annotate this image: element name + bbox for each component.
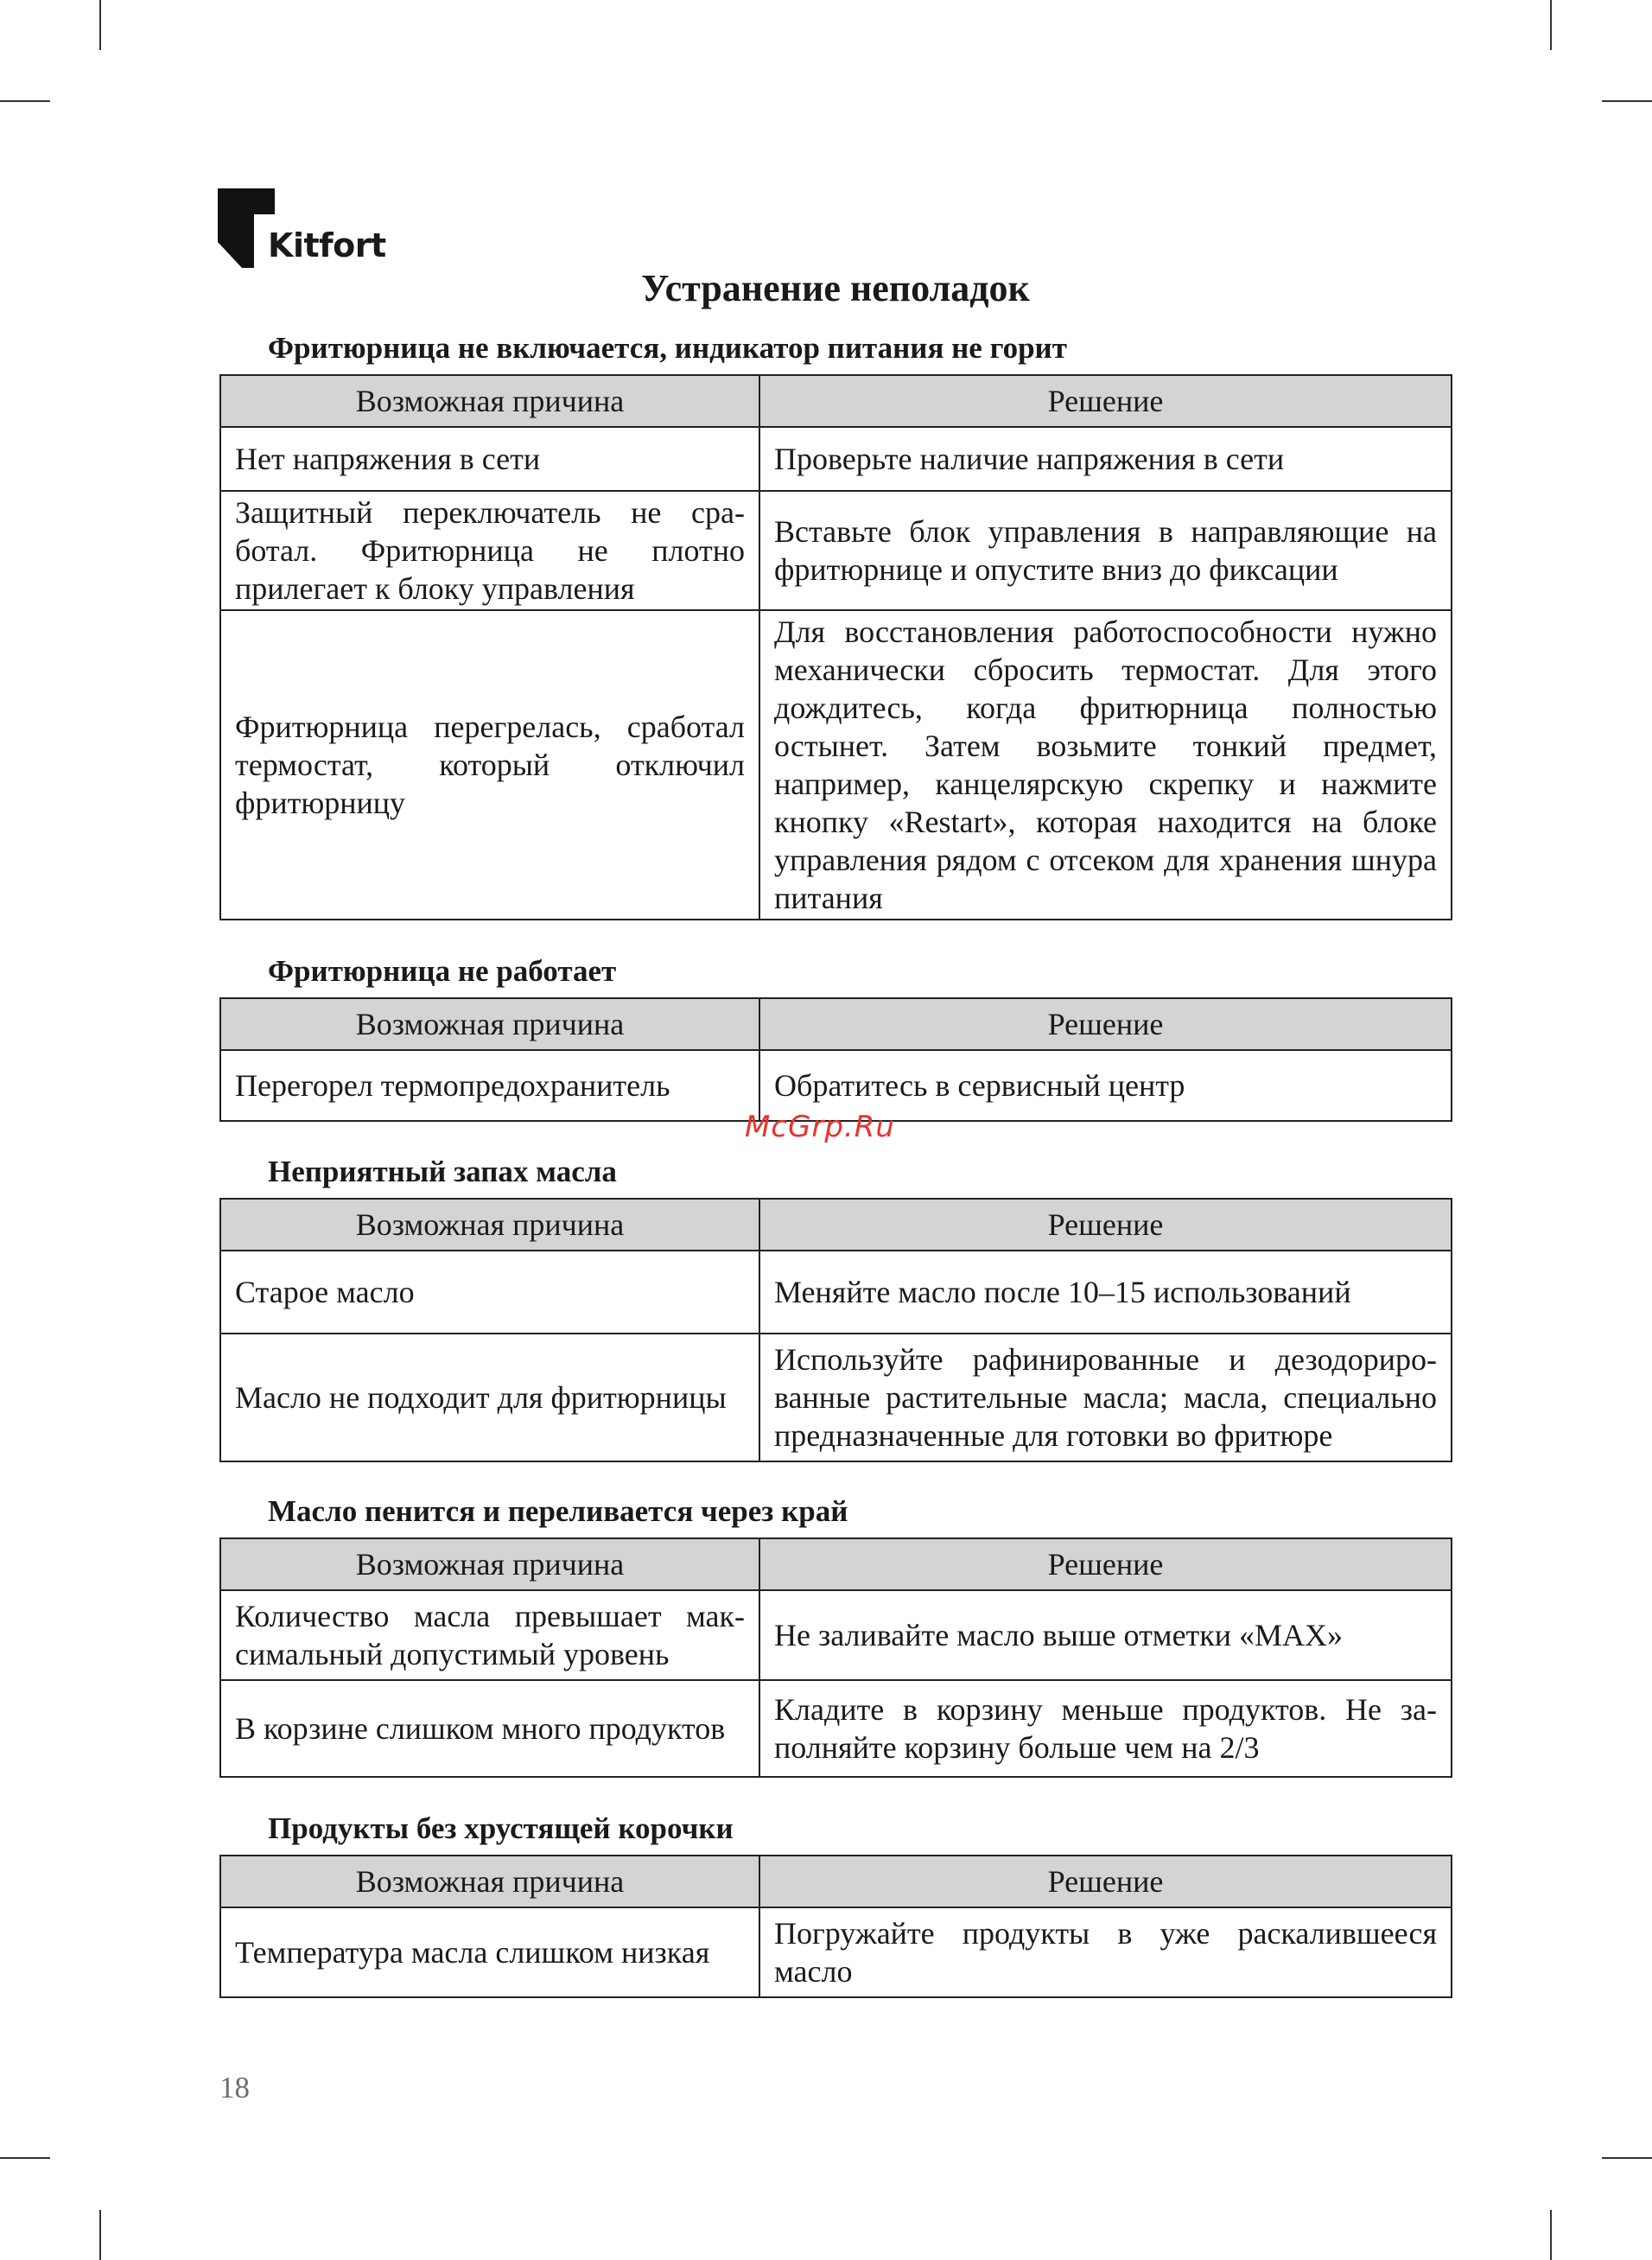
troubleshooting-table xyxy=(219,997,1452,1122)
column-header-solution: Решение xyxy=(759,1199,1452,1251)
cause-cell: Количество масла превышает максимальный допустимый уровень xyxy=(220,1590,759,1680)
cause-cell: Защитный переключатель не сработал. Фритюрница не плотно прилегает к блоку управления xyxy=(220,491,759,610)
table-header-row xyxy=(220,1199,1452,1251)
section-title: Неприятный запах масла xyxy=(268,1155,617,1188)
troubleshooting-table xyxy=(219,1537,1452,1778)
cause-cell: Масло не подходит для фритюрницы xyxy=(220,1334,759,1461)
column-header-cause: Возможная причина xyxy=(220,1856,759,1907)
column-header-cause: Возможная причина xyxy=(220,998,759,1050)
section-title: Масло пенится и переливается через край xyxy=(268,1494,848,1528)
column-header-solution: Решение xyxy=(759,1538,1452,1590)
solution-cell: Обратитесь в сервисный центр xyxy=(759,1050,1452,1121)
table-header-row xyxy=(220,375,1452,427)
column-header-solution: Решение xyxy=(759,998,1452,1050)
solution-cell: Кладите в корзину меньше продуктов. Не заполняйте корзину больше чем на 2/3 xyxy=(759,1680,1452,1777)
crop-mark xyxy=(1550,2210,1552,2260)
solution-cell: Не заливайте масло выше отметки «MAX» xyxy=(759,1590,1452,1680)
crop-mark xyxy=(99,0,101,50)
column-header-cause: Возможная причина xyxy=(220,1199,759,1251)
table-header-row xyxy=(220,1538,1452,1590)
column-header-solution: Решение xyxy=(759,375,1452,427)
column-header-solution: Решение xyxy=(759,1856,1452,1907)
brand-name: Kitfort xyxy=(268,226,386,264)
table-row xyxy=(220,1907,1452,1997)
table-row xyxy=(220,427,1452,491)
table-row xyxy=(220,610,1452,920)
solution-cell: Меняйте масло после 10–15 использований xyxy=(759,1251,1452,1334)
solution-cell: Используйте рафинированные и дезодорированные растительные масла; масла, специально предназначенные для готовки во фритюре xyxy=(759,1334,1452,1461)
solution-cell: Проверьте наличие напряжения в сети xyxy=(759,427,1452,491)
troubleshooting-table xyxy=(219,1855,1452,1998)
section-title: Фритюрница не включается, индикатор питания не горит xyxy=(268,331,1067,365)
table-row xyxy=(220,1590,1452,1680)
table-row xyxy=(220,491,1452,610)
crop-mark xyxy=(1602,2157,1652,2159)
table-header-row xyxy=(220,1856,1452,1907)
cause-cell: Фритюрница перегрелась, сработал термостат, который отключил фритюрницу xyxy=(220,610,759,920)
troubleshooting-table xyxy=(219,374,1452,920)
section-title: Фритюрница не работает xyxy=(268,954,617,988)
solution-cell: Для восстановления работоспособности нужно механически сбросить термостат. Для этого дождитесь, когда фритюрница полностью остынет. Затем возьмите тонкий предмет, например, канцелярскую скрепку и нажмите кнопку «Restart», которая находится на блоке управления рядом с отсеком для хранения шнура питания xyxy=(759,610,1452,920)
column-header-cause: Возможная причина xyxy=(220,1538,759,1590)
cause-cell: Перегорел термопредохранитель xyxy=(220,1050,759,1121)
table-header-row xyxy=(220,998,1452,1050)
crop-mark xyxy=(1602,100,1652,102)
table-row xyxy=(220,1251,1452,1334)
crop-mark xyxy=(1550,0,1552,50)
page-title: Устранение неполадок xyxy=(641,267,1030,309)
crop-mark xyxy=(0,100,50,102)
cause-cell: Старое масло xyxy=(220,1251,759,1334)
cause-cell: Нет напряжения в сети xyxy=(220,427,759,491)
cause-cell: Температура масла слишком низкая xyxy=(220,1907,759,1997)
crop-mark xyxy=(99,2210,101,2260)
column-header-cause: Возможная причина xyxy=(220,375,759,427)
solution-cell: Вставьте блок управления в направляющие на фритюрнице и опустите вниз до фиксации xyxy=(759,491,1452,610)
table-row xyxy=(220,1334,1452,1461)
troubleshooting-table xyxy=(219,1198,1452,1462)
section-title: Продукты без хрустящей корочки xyxy=(268,1811,734,1845)
crop-mark xyxy=(0,2157,50,2159)
cause-cell: В корзине слишком много продуктов xyxy=(220,1680,759,1777)
watermark: McGrp.Ru xyxy=(745,1110,895,1144)
solution-cell: Погружайте продукты в уже раскалившееся масло xyxy=(759,1907,1452,1997)
table-row xyxy=(220,1680,1452,1777)
page-number: 18 xyxy=(219,2071,250,2104)
